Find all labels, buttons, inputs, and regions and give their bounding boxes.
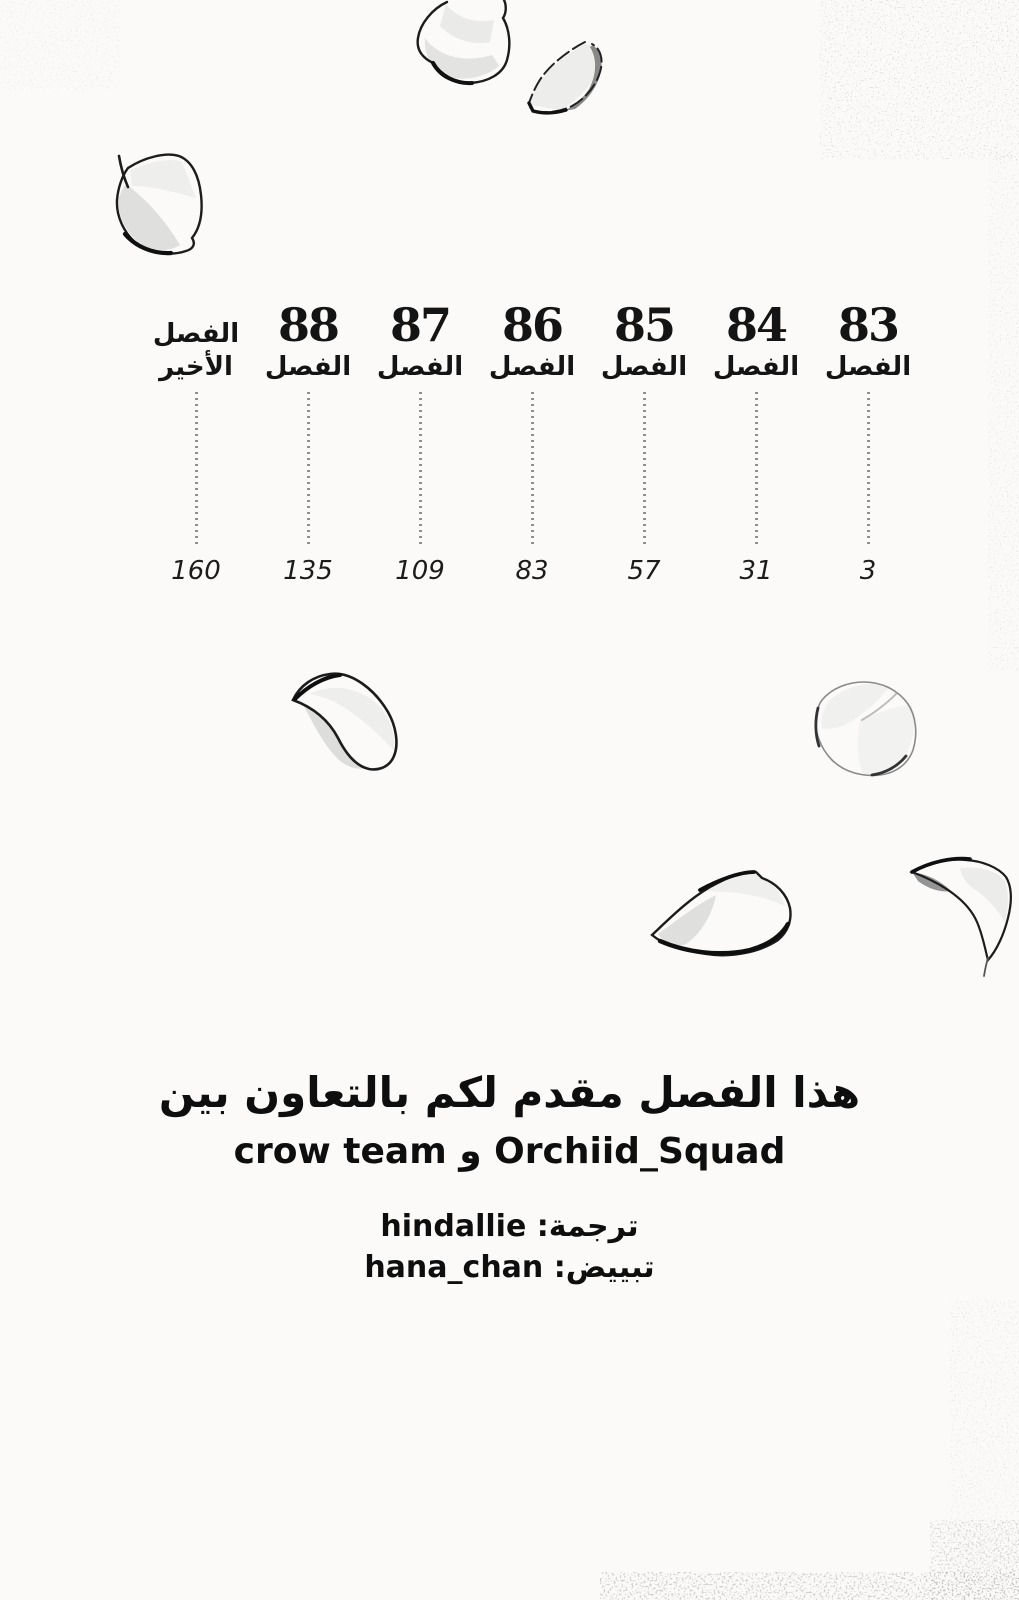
table-of-contents: [140, 296, 924, 585]
credits-block: [0, 1066, 1019, 1288]
chapter-label: الفصل: [264, 352, 352, 382]
chapter-header: [377, 296, 463, 384]
chapter-label: الفصل: [600, 352, 688, 382]
petal-upper-left: [117, 155, 202, 254]
toc-column-86: [476, 296, 588, 585]
chapter-page-number: 109: [395, 556, 445, 586]
dotted-leader-line: [643, 392, 646, 548]
grain-right-edge-lower: [950, 1300, 1019, 1590]
chapter-header: [601, 296, 687, 384]
grain-bottom-strip: [600, 1572, 1019, 1600]
petal-middle-right: [816, 682, 916, 776]
dotted-leader-line: [195, 392, 198, 548]
petal-top-right: [529, 42, 602, 113]
chapter-number: 84: [725, 298, 786, 352]
chapter-label: الفصل: [824, 352, 912, 382]
grain-bottom-right-corner: [930, 1520, 1019, 1600]
chapter-label: الفصل: [152, 319, 240, 349]
toc-column-85: [588, 296, 700, 585]
team-names-text: crow team و Orchiid_Squad: [233, 1131, 786, 1172]
chapter-number: 86: [501, 298, 562, 352]
toc-column-87: [364, 296, 476, 585]
chapter-label: الفصل: [376, 352, 464, 382]
dotted-leader-line: [867, 392, 870, 548]
toc-column-88: [252, 296, 364, 585]
chapter-page-number: 3: [859, 556, 877, 586]
chapter-header: [713, 296, 799, 384]
chapter-number: 85: [613, 298, 674, 352]
grain-top-left: [0, 0, 120, 90]
petal-top-center: [418, 0, 510, 83]
toc-column-84: [700, 296, 812, 585]
chapter-page-number: 31: [739, 556, 773, 586]
chapter-number: 88: [277, 298, 338, 352]
cleaner-credit: تبييض: hana_chan: [364, 1250, 655, 1285]
staff-credits: [0, 1206, 1019, 1288]
toc-column-83: [812, 296, 924, 585]
chapter-page-number: 57: [627, 556, 661, 586]
dotted-leader-line: [419, 392, 422, 548]
grain-right-edge-upper: [988, 150, 1019, 670]
petal-bottom-center: [652, 872, 791, 955]
chapter-label-line2: الأخير: [159, 352, 233, 382]
petal-right-edge: [912, 859, 1011, 976]
chapter-page-number: 160: [171, 556, 221, 586]
dotted-leader-line: [531, 392, 534, 548]
chapter-label: الفصل: [488, 352, 576, 382]
chapter-label: الفصل: [712, 352, 800, 382]
petal-middle-left: [293, 674, 396, 770]
chapter-header: [489, 296, 575, 384]
chapter-page-number: 83: [515, 556, 549, 586]
dotted-leader-line: [755, 392, 758, 548]
chapter-header: [825, 296, 911, 384]
dotted-leader-line: [307, 392, 310, 548]
chapter-header: [153, 296, 239, 384]
translator-credit: ترجمة: hindallie: [380, 1209, 639, 1244]
chapter-number: 87: [389, 298, 450, 352]
collaboration-text: هذا الفصل مقدم لكم بالتعاون بين: [158, 1068, 861, 1117]
toc-column-final-chapter: [140, 296, 252, 585]
chapter-page-number: 135: [283, 556, 333, 586]
grain-top-right: [820, 0, 1019, 160]
chapter-number: 83: [837, 298, 898, 352]
chapter-header: [265, 296, 351, 384]
